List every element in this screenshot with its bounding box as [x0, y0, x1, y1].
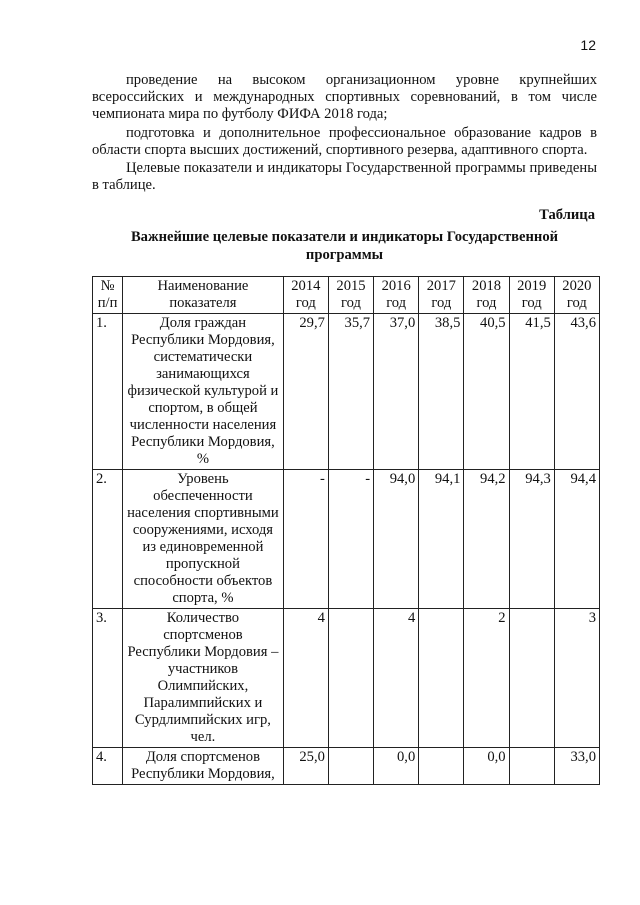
indicator-value: [328, 748, 373, 785]
table-header-row: [93, 277, 600, 314]
paragraph: проведение на высоком организационном уровне крупнейших всероссийских и международных спортивных соревнований, в том числе чемпионата мира по футболу ФИФА 2018 года;: [92, 72, 597, 123]
indicator-value: 0,0: [464, 748, 509, 785]
indicator-name: Уровень обеспеченности населения спортивными сооружениями, исходя из единовременной пропускной способности объектов спорта, %: [123, 470, 284, 609]
indicator-value: 43,6: [554, 314, 599, 470]
indicator-value: -: [328, 470, 373, 609]
indicator-value: [419, 748, 464, 785]
indicator-name: Количество спортсменов Республики Мордовия – участников Олимпийских, Паралимпийских и Сурдлимпийских игр, чел.: [123, 609, 284, 748]
indicator-value: [328, 609, 373, 748]
indicator-value: 94,3: [509, 470, 554, 609]
header-year: 2015 год: [328, 277, 373, 314]
row-num: 3.: [93, 609, 123, 748]
indicator-value: 94,4: [554, 470, 599, 609]
header-year: 2016 год: [374, 277, 419, 314]
indicator-value: 0,0: [374, 748, 419, 785]
indicator-name: Доля граждан Республики Мордовия, систематически занимающихся физической культурой и спортом, в общей численности населения Республики Мордовия, %: [123, 314, 284, 470]
indicator-value: 4: [283, 609, 328, 748]
indicator-value: 25,0: [283, 748, 328, 785]
indicator-value: 4: [374, 609, 419, 748]
paragraph: Целевые показатели и индикаторы Государственной программы приведены в таблице.: [92, 160, 597, 194]
header-year: 2018 год: [464, 277, 509, 314]
indicator-value: 94,1: [419, 470, 464, 609]
indicator-value: 40,5: [464, 314, 509, 470]
indicator-value: -: [283, 470, 328, 609]
indicator-value: 41,5: [509, 314, 554, 470]
indicator-value: [509, 609, 554, 748]
document-body: [92, 72, 597, 785]
indicator-value: 2: [464, 609, 509, 748]
indicator-value: 33,0: [554, 748, 599, 785]
indicator-value: 37,0: [374, 314, 419, 470]
table-row: [93, 314, 600, 470]
page-number: 12: [580, 37, 596, 53]
paragraph: подготовка и дополнительное профессиональное образование кадров в области спорта высших достижений, спортивного резерва, адаптивного спорта.: [92, 124, 597, 158]
table-label: Таблица: [539, 207, 595, 224]
table-row: [93, 470, 600, 609]
indicator-value: 29,7: [283, 314, 328, 470]
indicator-value: 3: [554, 609, 599, 748]
indicator-value: [509, 748, 554, 785]
header-year: 2019 год: [509, 277, 554, 314]
header-name: Наименование показателя: [123, 277, 284, 314]
table-title: Важнейшие целевые показатели и индикаторы Государственной программы: [130, 229, 559, 264]
header-year: 2020 год: [554, 277, 599, 314]
indicator-value: 94,0: [374, 470, 419, 609]
header-year: 2014 год: [283, 277, 328, 314]
indicator-value: 94,2: [464, 470, 509, 609]
header-num: № п/п: [93, 277, 123, 314]
indicator-value: [419, 609, 464, 748]
row-num: 4.: [93, 748, 123, 785]
indicator-value: 38,5: [419, 314, 464, 470]
table-row: [93, 609, 600, 748]
indicator-name: Доля спортсменов Республики Мордовия,: [123, 748, 284, 785]
indicators-table: [92, 276, 600, 785]
indicator-value: 35,7: [328, 314, 373, 470]
table-row: [93, 748, 600, 785]
header-year: 2017 год: [419, 277, 464, 314]
row-num: 1.: [93, 314, 123, 470]
row-num: 2.: [93, 470, 123, 609]
